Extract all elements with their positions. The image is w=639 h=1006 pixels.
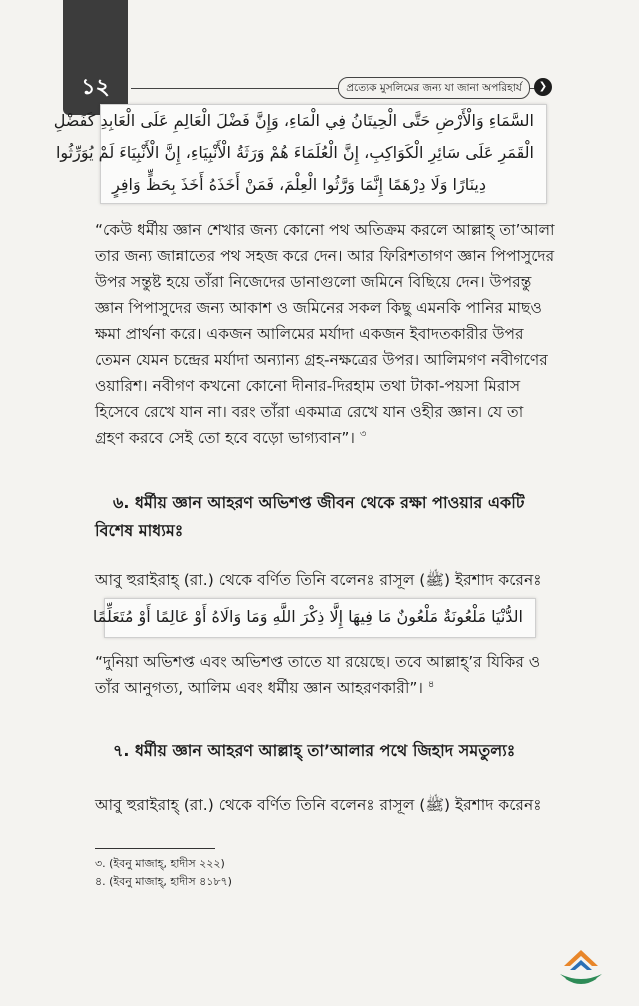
- arrow-right-icon: ❯: [534, 78, 552, 96]
- footnote-marker: ৩: [359, 428, 367, 440]
- translation-line: উপর সন্তুষ্ট হয়ে তাঁরা নিজেদের ডানাগুলো জমিনে বিছিয়ে দেন। উপরন্তু: [95, 273, 532, 291]
- narration-line: আবু হুরাইরাহ্‌ (রা.) থেকে বর্ণিত তিনি বলেনঃ রাসূল (ﷺ) ইরশাদ করেনঃ: [95, 796, 542, 814]
- footnote: ৪. (ইবনু মাজাহ্‌, হাদীস ৪১৮৭): [95, 875, 232, 888]
- translation-line: তার জন্য জান্নাতের পথ সহজ করে দেন। আর ফিরিশতাগণ জ্ঞান পিপাসুদের: [95, 247, 555, 265]
- translation-line: ক্ষমা প্রার্থনা করে। একজন আলিমের মর্যাদা একজন ইবাদতকারীর উপর: [95, 325, 524, 343]
- footnote: ৩. (ইবনু মাজাহ্‌, হাদীস ২২২): [95, 857, 225, 870]
- translation-text: গ্রহণ করবে সেই তো হবে বড়ো ভাগ্যবান”।: [95, 429, 355, 447]
- translation-line: ওয়ারিশ। নবীগণ কখনো কোনো দীনার-দিরহাম তথা টাকা-পয়সা মিরাস: [95, 377, 521, 395]
- translation-text: তাঁর আনুগত্য, আলিম এবং ধর্মীয় জ্ঞান আহরণকারী”।: [95, 679, 423, 697]
- page-number: ১২: [81, 75, 110, 100]
- arabic-line: دِينَارًا وَلَا دِرْهَمًا إِنَّمَا وَرَّثُوا الْعِلْمَ، فَمَنْ أَخَذَهُ أَخَذَ بِحَظٍّ وَافِرٍ: [112, 175, 486, 194]
- publisher-logo: [556, 948, 606, 992]
- arabic-quote-box: [53, 104, 547, 204]
- section-heading: ৭. ধর্মীয় জ্ঞান আহরণ আল্লাহ্‌ তা’আলার পথে জিহাদ সমতুল্যঃ: [113, 741, 516, 760]
- translation-line: [95, 676, 545, 702]
- footnote-marker: ৪: [427, 678, 435, 690]
- translation-line: হিসেবে রেখে যান না। বরং তাঁরা একমাত্র রেখে যান ওহীর জ্ঞান। যে তা: [95, 403, 524, 421]
- translation-line: জ্ঞান পিপাসুদের জন্য আকাশ ও জমিনের সকল কিছু এমনকি পানির মাছও: [95, 299, 542, 317]
- arabic-line: الْقَمَرِ عَلَى سَائِرِ الْكَوَاكِبِ، إِنَّ الْعُلَمَاءَ هُمْ وَرَثَةُ الْأَنْبِيَاءِ، إِنَّ الْأَنْبِيَاءَ لَمْ يُوَرِّثُوا: [55, 143, 534, 162]
- narration-line: আবু হুরাইরাহ্‌ (রা.) থেকে বর্ণিত তিনি বলেনঃ রাসূল (ﷺ) ইরশাদ করেনঃ: [95, 571, 542, 589]
- footnote-rule: [95, 848, 215, 849]
- arabic-line: الدُّنْيَا مَلْعُونَةٌ مَلْعُونٌ مَا فِيهَا إِلَّا ذِكْرَ اللَّهِ وَمَا وَالَاهُ أَوْ عَالِمًا أَوْ مُتَعَلِّمًا: [92, 607, 523, 626]
- running-title: প্রত্যেক মুসলিমের জন্য যা জানা অপরিহার্য: [338, 77, 530, 99]
- section-heading: বিশেষ মাধ্যমঃ: [95, 521, 184, 540]
- translation-line: [95, 426, 545, 452]
- translation-line: “কেউ ধর্মীয় জ্ঞান শেখার জন্য কোনো পথ অতিক্রম করলে আল্লাহ্‌ তা’আলা: [95, 221, 555, 239]
- translation-line: তেমন যেমন চন্দ্রের মর্যাদা অন্যান্য গ্রহ-নক্ষত্রের উপর। আলিমগণ নবীগণের: [95, 351, 548, 369]
- translation-line: “দুনিয়া অভিশপ্ত এবং অভিশপ্ত তাতে যা রয়েছে। তবে আল্লাহ্‌’র যিকির ও: [95, 653, 541, 671]
- arabic-quote-box: [92, 598, 536, 638]
- arabic-line: السَّمَاءِ وَالْأَرْضِ حَتَّى الْحِيتَانُ فِي الْمَاءِ، وَإِنَّ فَضْلَ الْعَالِمِ عَلَى الْعَابِدِ كَفَضْلِ: [53, 111, 534, 130]
- section-heading: ৬. ধর্মীয় জ্ঞান আহরণ অভিশপ্ত জীবন থেকে রক্ষা পাওয়ার একটি: [113, 493, 525, 512]
